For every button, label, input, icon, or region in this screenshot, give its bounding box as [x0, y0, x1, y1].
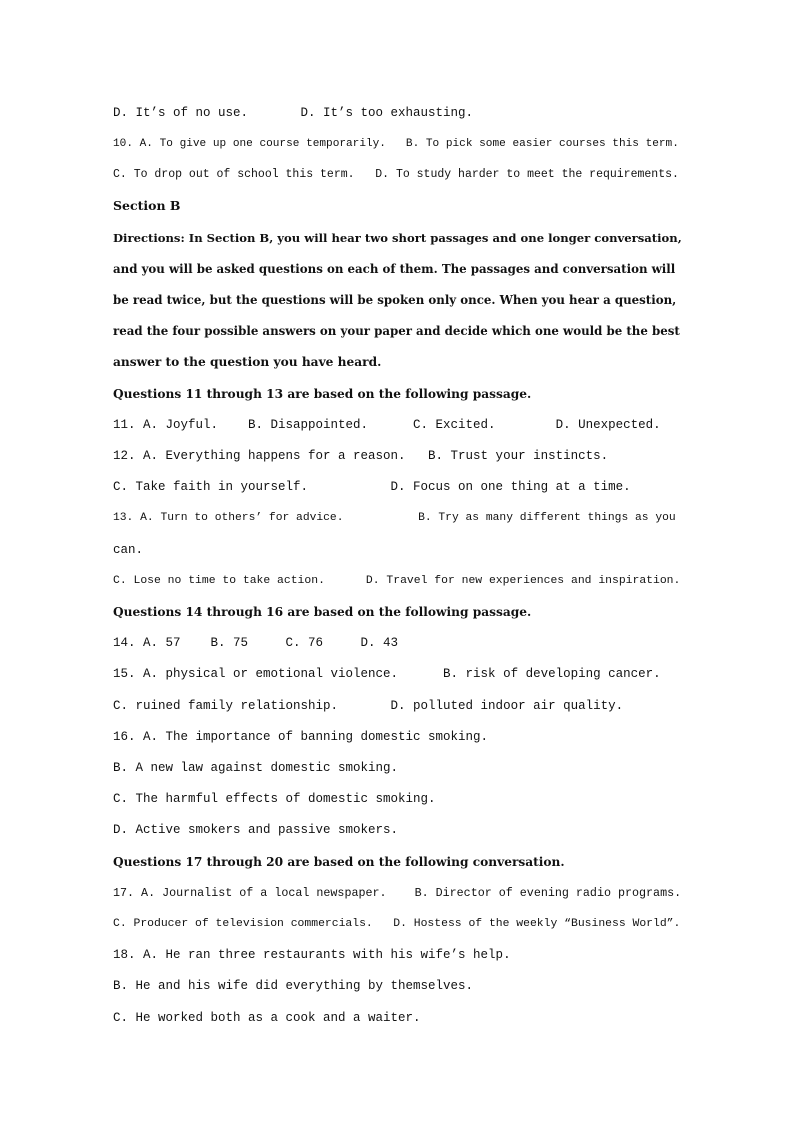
q17-options-ab: 17. A. Journalist of a local newspaper. B. Director of evening radio programs. [113, 886, 682, 900]
q16-option-a: 16. A. The importance of banning domestic smoking. [113, 730, 489, 744]
q10-options-cd: C. To drop out of school this term. D. To study harder to meet the requirements. [113, 168, 679, 181]
directions-line-5: answer to the question you have heard. [113, 355, 382, 369]
q15-options-ab: 15. A. physical or emotional violence. B. risk of developing cancer. [113, 667, 661, 681]
q18-option-c: C. He worked both as a cook and a waiter. [113, 1011, 421, 1025]
directions-line-2: and you will be asked questions on each of them. The passages and conversation will [113, 262, 676, 276]
q13-options-ab-cont: can. [113, 543, 144, 557]
passage-2-heading: Questions 14 through 16 are based on the following passage. [113, 605, 532, 619]
section-b-heading: Section B [113, 198, 181, 213]
q12-options-ab: 12. A. Everything happens for a reason. B. Trust your instincts. [113, 449, 609, 463]
passage-1-heading: Questions 11 through 13 are based on the following passage. [113, 387, 532, 401]
q16-option-b: B. A new law against domestic smoking. [113, 761, 399, 775]
q18-option-b: B. He and his wife did everything by themselves. [113, 979, 474, 993]
q9-options-cd: D. It’s of no use. D. It’s too exhausting. [113, 106, 474, 120]
directions-line-3: be read twice, but the questions will be spoken only once. When you hear a question, [113, 293, 677, 307]
q18-option-a: 18. A. He ran three restaurants with his wife’s help. [113, 948, 511, 962]
q16-option-c: C. The harmful effects of domestic smoking. [113, 792, 436, 806]
q16-option-d: D. Active smokers and passive smokers. [113, 823, 399, 837]
conversation-heading: Questions 17 through 20 are based on the following conversation. [113, 855, 565, 869]
q14-options: 14. A. 57 B. 75 C. 76 D. 43 [113, 636, 399, 650]
q17-options-cd: C. Producer of television commercials. D. Hostess of the weekly “Business World”. [113, 918, 681, 930]
q10-options-ab: 10. A. To give up one course temporarily. B. To pick some easier courses this term. [113, 138, 679, 150]
directions-line-4: read the four possible answers on your paper and decide which one would be the best [113, 324, 680, 338]
directions-line-1: Directions: In Section B, you will hear two short passages and one longer conversation, [113, 231, 682, 245]
q12-options-cd: C. Take faith in yourself. D. Focus on one thing at a time. [113, 480, 631, 494]
q15-options-cd: C. ruined family relationship. D. polluted indoor air quality. [113, 699, 624, 713]
q11-options: 11. A. Joyful. B. Disappointed. C. Excited. D. Unexpected. [113, 418, 661, 432]
q13-options-ab: 13. A. Turn to others’ for advice. B. Try as many different things as you [113, 512, 676, 524]
q13-options-cd: C. Lose no time to take action. D. Travel for new experiences and inspiration. [113, 575, 681, 587]
